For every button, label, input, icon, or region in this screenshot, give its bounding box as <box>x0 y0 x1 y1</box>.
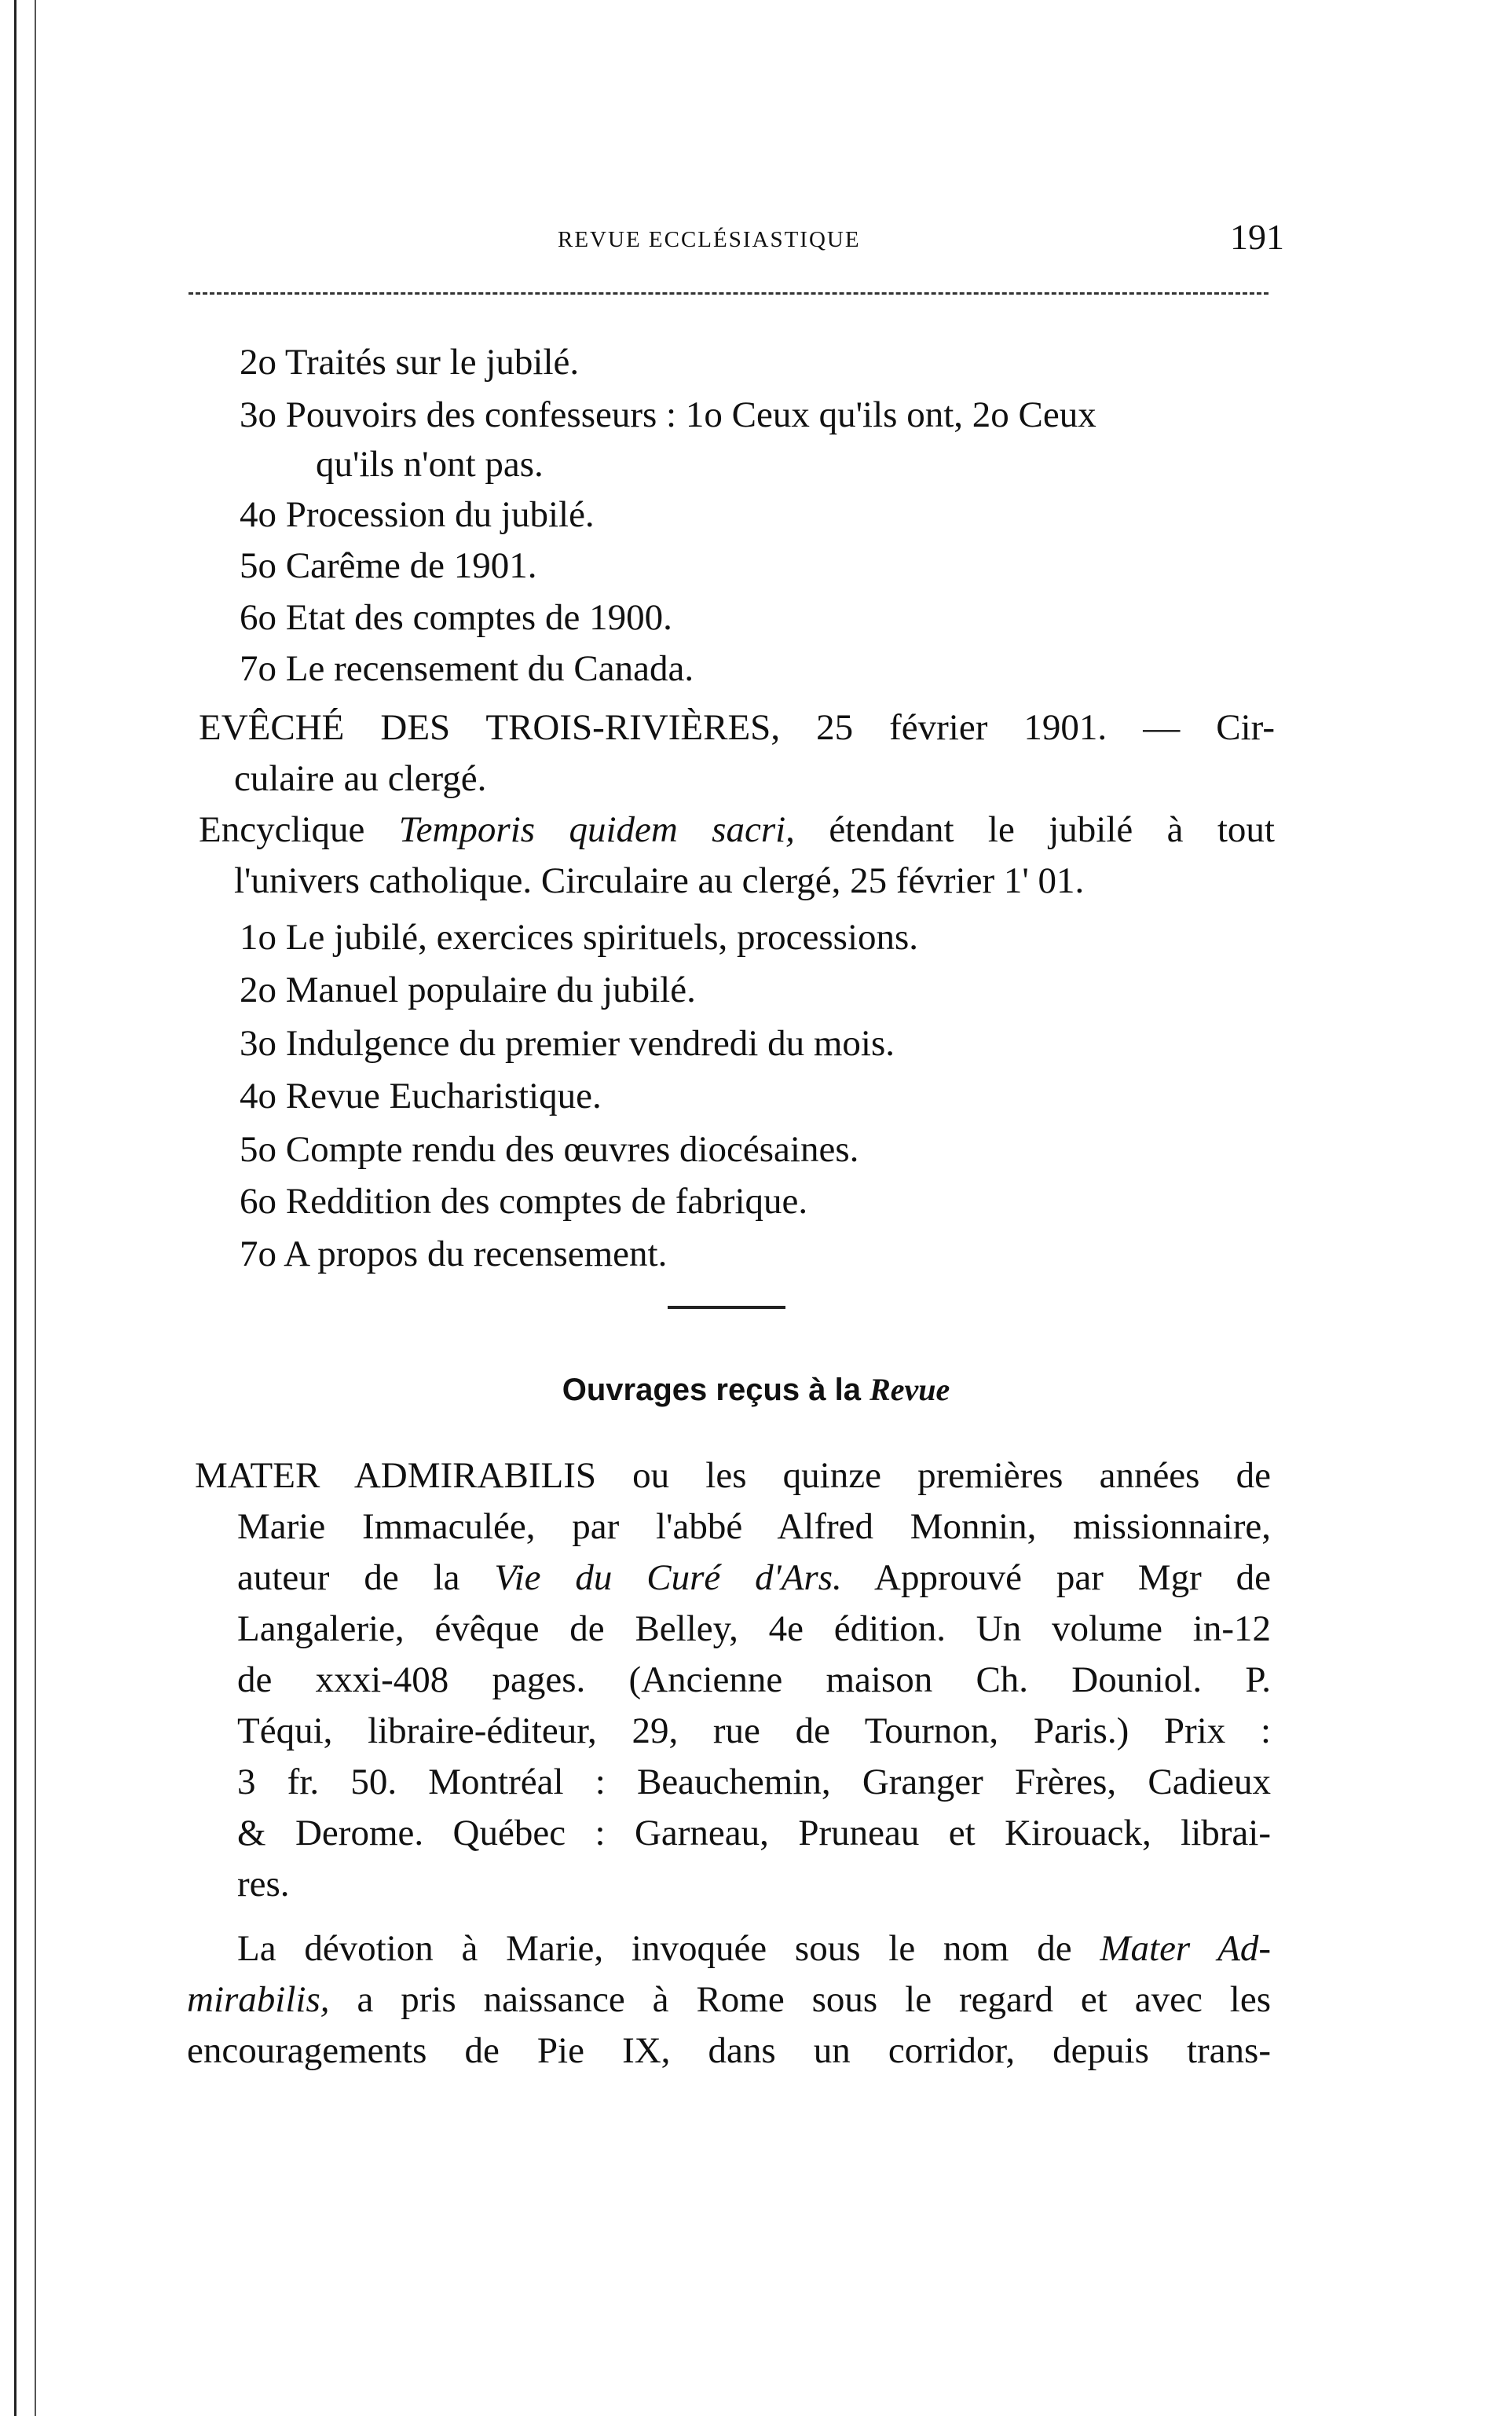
list-item: 4o Procession du jubilé. <box>240 494 595 535</box>
section-heading: Ouvrages reçus à la Revue <box>562 1372 950 1407</box>
list-item: 7o A propos du recensement. <box>240 1234 668 1274</box>
list-item: 1o Le jubilé, exercices spirituels, processions. <box>240 917 919 958</box>
list-item: 4o Revue Eucharistique. <box>240 1076 602 1116</box>
scan-edge-line <box>14 0 16 2416</box>
scan-edge-line <box>35 0 36 2416</box>
list-item: 5o Compte rendu des œuvres diocésaines. <box>240 1129 859 1170</box>
body-paragraph-line: mirabilis, a pris naissance à Rome sous le regard et avec les <box>187 1979 1271 2020</box>
book-entry-line: 3 fr. 50. Montréal : Beauchemin, Granger Frères, Cadieux <box>237 1762 1271 1802</box>
list-item: 6o Etat des comptes de 1900. <box>240 597 672 638</box>
eveche-line: culaire au clergé. <box>234 758 487 799</box>
encyclique-line: Encyclique Temporis quidem sacri, étendant le jubilé à tout <box>199 809 1275 850</box>
encyclique-line: l'univers catholique. Circulaire au clergé, 25 février 1' 01. <box>234 860 1085 901</box>
page-number: 191 <box>1230 217 1284 257</box>
book-entry-line: Téqui, libraire-éditeur, 29, rue de Tournon, Paris.) Prix : <box>237 1710 1271 1751</box>
running-head <box>189 217 1284 269</box>
book-entry-line: de xxxi-408 pages. (Ancienne maison Ch. Douniol. P. <box>237 1659 1271 1700</box>
list-item: 5o Carême de 1901. <box>240 545 537 586</box>
running-head-title: REVUE ECCLÉSIASTIQUE <box>558 227 861 252</box>
book-entry-line: auteur de la Vie du Curé d'Ars. Approuvé par Mgr de <box>237 1557 1271 1598</box>
book-entry-line: MATER ADMIRABILIS ou les quinze premières années de <box>195 1455 1271 1496</box>
eveche-line: EVÊCHÉ DES TROIS-RIVIÈRES, 25 février 1901. — Cir- <box>199 707 1275 748</box>
list-item: 2o Traités sur le jubilé. <box>240 342 580 383</box>
body-paragraph-line: encouragements de Pie IX, dans un corridor, depuis trans- <box>187 2030 1271 2071</box>
book-entry-line: Langalerie, évêque de Belley, 4e édition. Un volume in-12 <box>237 1608 1271 1649</box>
list-item: 3o Indulgence du premier vendredi du mois. <box>240 1023 895 1064</box>
list-item: 6o Reddition des comptes de fabrique. <box>240 1181 808 1222</box>
book-entry-line: & Derome. Québec : Garneau, Pruneau et Kirouack, librai- <box>237 1813 1271 1853</box>
list-item-continuation: qu'ils n'ont pas. <box>316 444 544 485</box>
book-entry-line: Marie Immaculée, par l'abbé Alfred Monnin, missionnaire, <box>237 1506 1271 1547</box>
section-separator <box>668 1306 785 1309</box>
book-entry-line: res. <box>237 1864 290 1905</box>
body-paragraph-line: La dévotion à Marie, invoquée sous le nom de Mater Ad- <box>237 1928 1271 1969</box>
header-rule <box>189 292 1269 295</box>
list-item: 7o Le recensement du Canada. <box>240 648 694 689</box>
list-item: 3o Pouvoirs des confesseurs : 1o Ceux qu'ils ont, 2o Ceux <box>240 394 1096 435</box>
list-item: 2o Manuel populaire du jubilé. <box>240 970 696 1010</box>
